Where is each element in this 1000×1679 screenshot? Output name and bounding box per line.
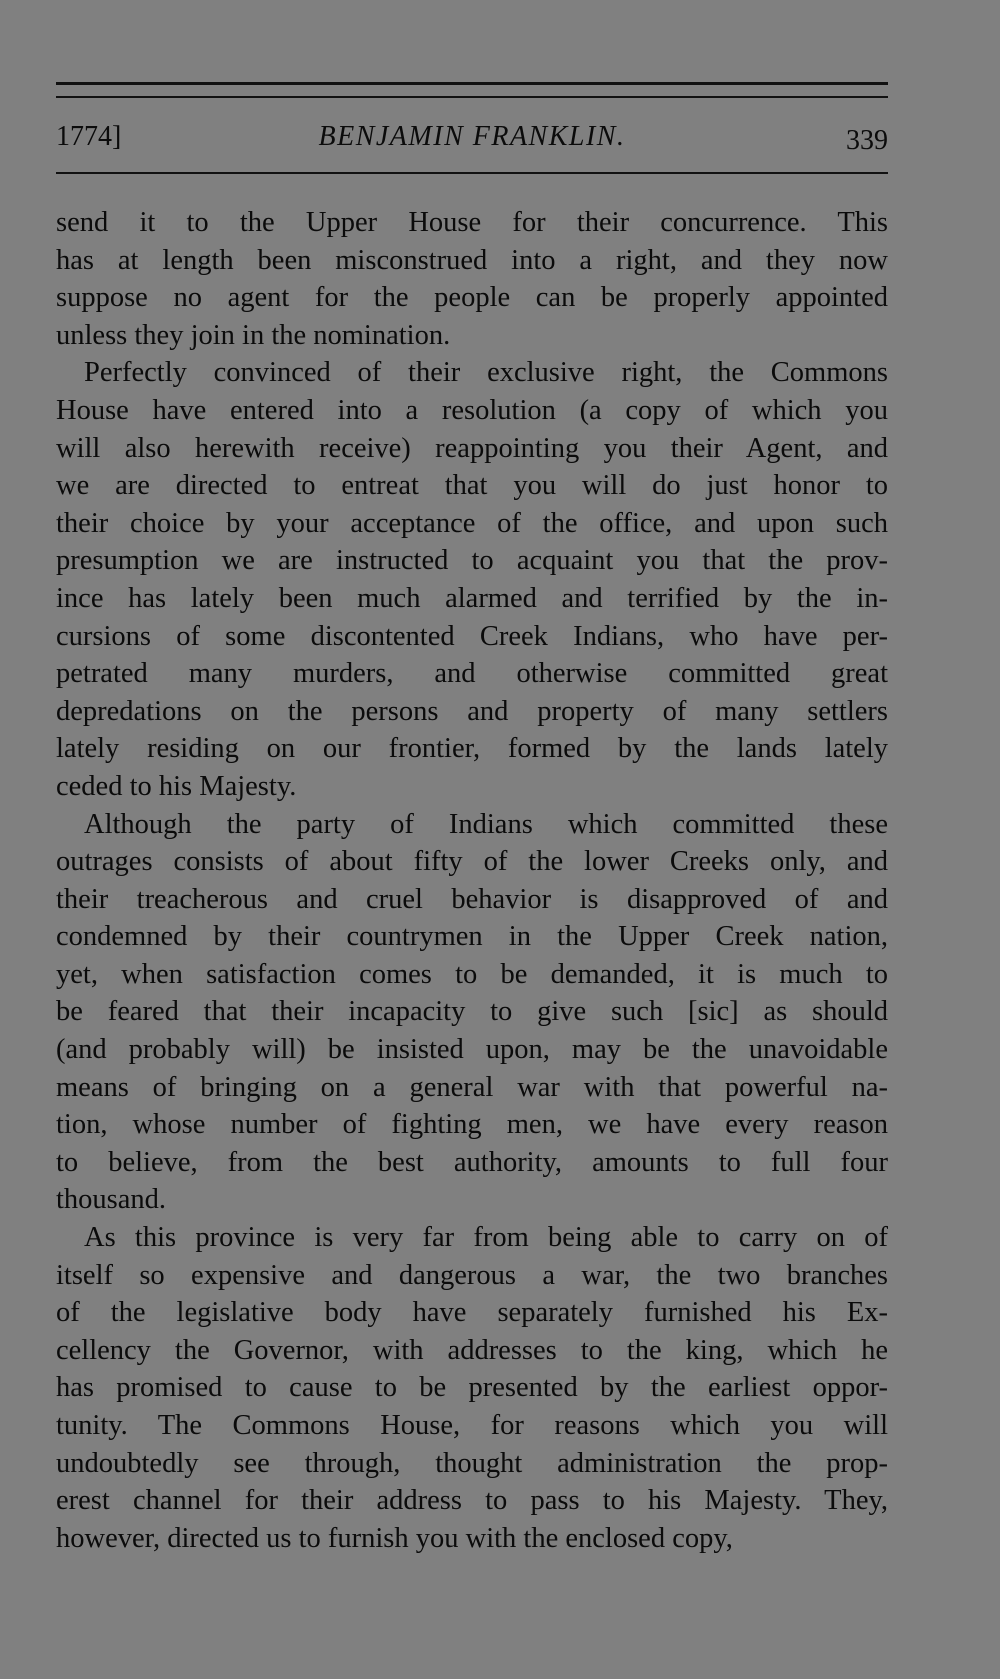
paragraph xyxy=(56,1219,888,1557)
text-line: Perfectly convinced of their exclusive right, the Commons xyxy=(84,357,888,389)
text-line: send it to the Upper House for their concurrence. This xyxy=(56,207,888,238)
text-line: (and probably will) be insisted upon, may be the unavoidable xyxy=(56,1034,888,1066)
paragraph xyxy=(56,354,888,805)
text-line: we are directed to entreat that you will do just honor to xyxy=(56,470,888,502)
page-number: 339 xyxy=(846,125,888,156)
text-line: lately residing on our frontier, formed by the lands lately xyxy=(56,733,888,765)
text-line: has at length been misconstrued into a right, and they now xyxy=(56,244,888,276)
text-line: ince has lately been much alarmed and terrified by the in- xyxy=(56,582,888,614)
text-line: tunity. The Commons House, for reasons which you will xyxy=(56,1410,888,1441)
text-line: cursions of some discontented Creek Indians, who have per- xyxy=(56,620,888,652)
text-line: itself so expensive and dangerous a war, the two branches xyxy=(56,1259,888,1291)
top-double-rule-lower xyxy=(56,96,888,98)
text-line: undoubtedly see through, thought administration the prop- xyxy=(56,1447,888,1479)
text-line: means of bringing on a general war with that powerful na- xyxy=(56,1071,888,1103)
text-line: unless they join in the nomination. xyxy=(56,319,451,351)
header-rule xyxy=(56,172,888,174)
text-line: As this province is very far from being able to carry on of xyxy=(84,1222,888,1254)
text-line: Although the party of Indians which committed these xyxy=(84,808,888,840)
text-line: be feared that their incapacity to give such [sic] as should xyxy=(56,996,888,1028)
text-line: petrated many murders, and otherwise committed great xyxy=(56,658,888,690)
text-line: erest channel for their address to pass to his Majesty. They, xyxy=(56,1485,888,1517)
text-line: suppose no agent for the people can be properly appointed xyxy=(56,282,888,314)
text-line: has promised to cause to be presented by the earliest oppor- xyxy=(56,1372,888,1404)
text-line: depredations on the persons and property of many settlers xyxy=(56,695,888,727)
text-line: yet, when satisfaction comes to be demanded, it is much to xyxy=(56,958,888,990)
text-line: of the legislative body have separately furnished his Ex- xyxy=(56,1297,888,1329)
paragraph xyxy=(56,204,888,354)
running-head-title: BENJAMIN FRANKLIN. xyxy=(318,121,626,152)
text-line: will also herewith receive) reappointing you their Agent, and xyxy=(56,432,888,464)
top-double-rule-upper xyxy=(56,82,888,85)
text-line: their choice by your acceptance of the office, and upon such xyxy=(56,507,888,539)
body-text xyxy=(56,204,888,1557)
text-line: however, directed us to furnish you with the enclosed copy, xyxy=(56,1522,733,1554)
text-line: presumption we are instructed to acquaint you that the prov- xyxy=(56,545,888,577)
text-line: to believe, from the best authority, amounts to full four xyxy=(56,1146,888,1178)
text-line: cellency the Governor, with addresses to the king, which he xyxy=(56,1334,888,1366)
text-line: condemned by their countrymen in the Upper Creek nation, xyxy=(56,921,888,953)
book-page xyxy=(56,0,888,1679)
text-line: ceded to his Majesty. xyxy=(56,770,297,802)
text-line: House have entered into a resolution (a copy of which you xyxy=(56,394,888,426)
text-line: outrages consists of about fifty of the lower Creeks only, and xyxy=(56,846,888,878)
paragraph xyxy=(56,806,888,1220)
text-line: their treacherous and cruel behavior is disapproved of and xyxy=(56,883,888,915)
text-line: tion, whose number of fighting men, we have every reason xyxy=(56,1109,888,1141)
running-head-year: 1774] xyxy=(56,121,122,152)
running-head xyxy=(56,117,888,157)
text-line: thousand. xyxy=(56,1184,167,1216)
